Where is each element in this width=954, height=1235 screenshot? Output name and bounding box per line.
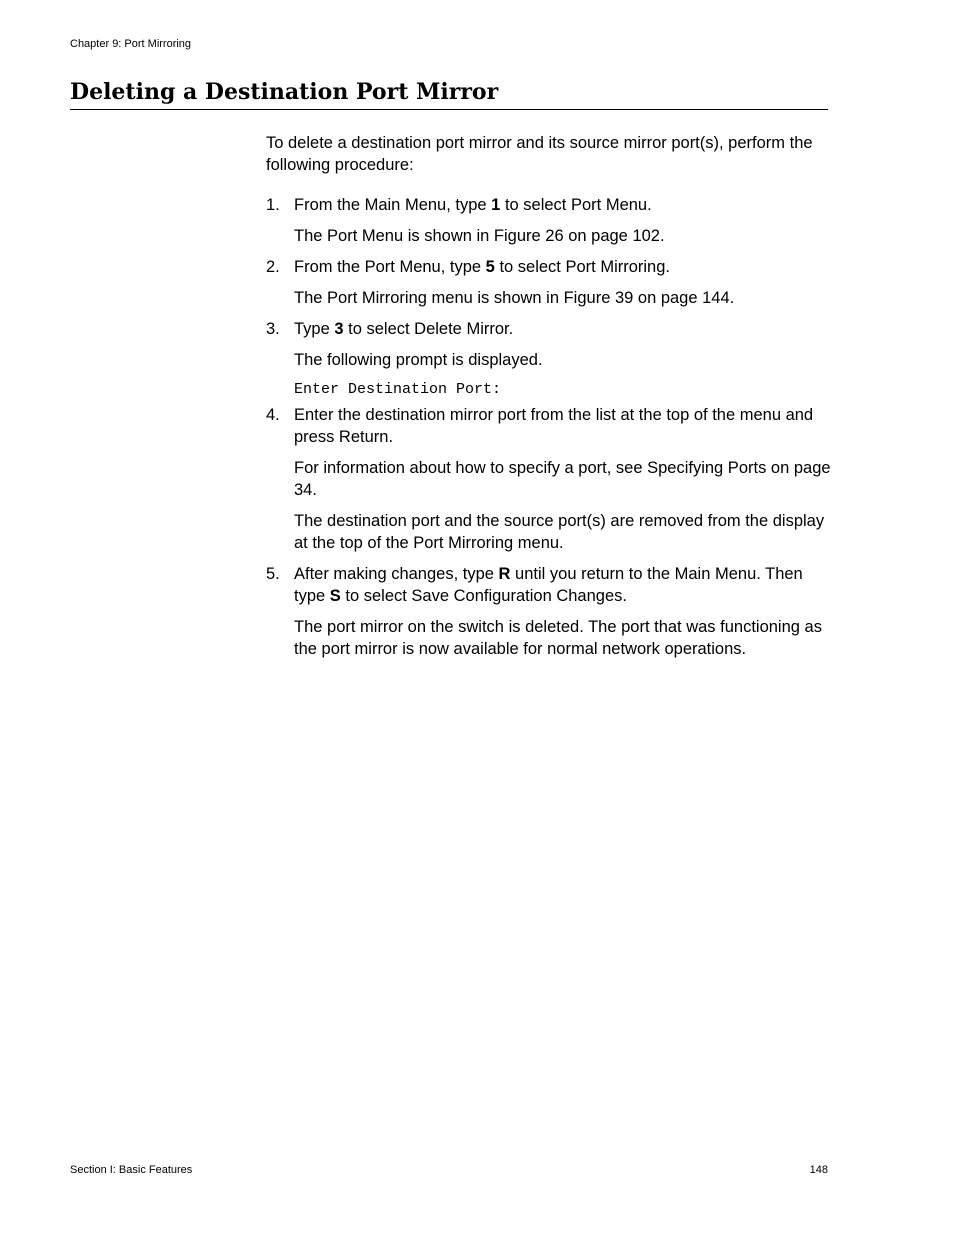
- footer-section: Section I: Basic Features: [70, 1164, 193, 1176]
- key-label: S: [329, 587, 341, 605]
- step-number: 5.: [266, 565, 280, 583]
- step-4: [266, 404, 831, 448]
- step-number: 1.: [266, 196, 280, 214]
- intro-paragraph: To delete a destination port mirror and its source mirror port(s), perform the following procedure:: [266, 134, 813, 174]
- step-note: For information about how to specify a port, see Specifying Ports on page 34.: [294, 459, 831, 499]
- step-note: The Port Menu is shown in Figure 26 on page 102.: [294, 227, 665, 245]
- body-content: [266, 132, 831, 669]
- step-1: [266, 194, 831, 216]
- step-note: The Port Mirroring menu is shown in Figure 39 on page 144.: [294, 289, 735, 307]
- step-text: From the Port Menu, type 5 to select Port Mirroring.: [294, 258, 670, 276]
- key-label: R: [498, 565, 511, 583]
- running-header: Chapter 9: Port Mirroring: [70, 38, 192, 50]
- step-number: 4.: [266, 406, 280, 424]
- key-label: 1: [491, 196, 501, 214]
- step-5: [266, 563, 831, 607]
- step-note: The following prompt is displayed.: [294, 351, 543, 369]
- step-3: [266, 318, 831, 340]
- step-text: Type 3 to select Delete Mirror.: [294, 320, 514, 338]
- step-number: 2.: [266, 258, 280, 276]
- prompt-code: Enter Destination Port:: [294, 381, 502, 398]
- step-note: The destination port and the source port(s) are removed from the display at the top of the Port Mirroring menu.: [294, 512, 825, 552]
- step-2: [266, 256, 831, 278]
- step-note: The port mirror on the switch is deleted. The port that was functioning as the port mirror is now available for normal network operations.: [294, 618, 822, 658]
- step-number: 3.: [266, 320, 280, 338]
- step-text: From the Main Menu, type 1 to select Port Menu.: [294, 196, 652, 214]
- step-text: Enter the destination mirror port from the list at the top of the menu and press Return.: [294, 406, 814, 446]
- key-label: 3: [334, 320, 344, 338]
- key-label: 5: [485, 258, 495, 276]
- page-number: 148: [809, 1164, 828, 1176]
- step-text: After making changes, type R until you return to the Main Menu. Then type S to select Save Configuration Changes.: [294, 565, 803, 605]
- section-title: Deleting a Destination Port Mirror: [70, 77, 828, 110]
